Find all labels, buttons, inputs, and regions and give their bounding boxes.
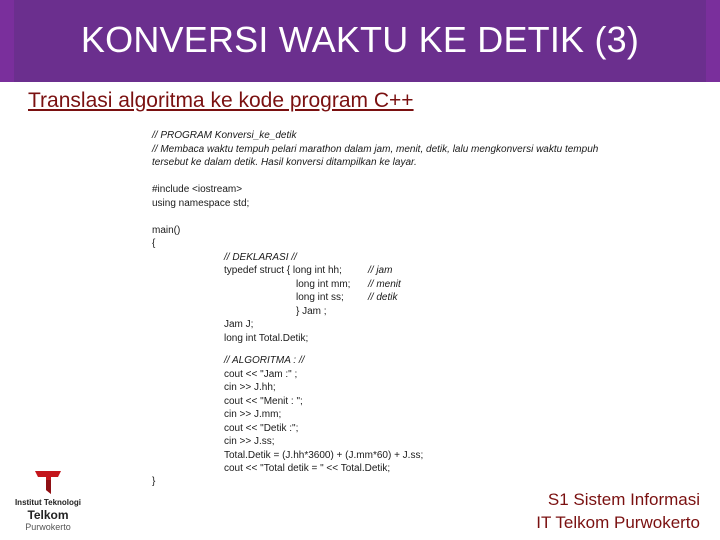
- code-close-brace: }: [152, 476, 156, 487]
- code-statement: cout << "Total detik = " << Total.Detik;: [224, 463, 391, 474]
- code-statement: cin >> J.ss;: [224, 436, 275, 447]
- section-subtitle: Translasi algoritma ke kode program C++: [28, 89, 414, 112]
- code-comment-line: // PROGRAM Konversi_ke_detik: [152, 130, 297, 141]
- code-struct-end: } Jam ;: [296, 305, 327, 317]
- code-variable-line: long int Total.Detik;: [224, 332, 309, 344]
- code-statement: cout << "Detik :";: [224, 422, 299, 434]
- code-field-line: long int mm;: [296, 278, 351, 290]
- code-statement: cin >> J.mm;: [224, 409, 282, 420]
- code-field-comment: // detik: [368, 292, 398, 303]
- logo-text-line1: Institut Teknologi: [14, 498, 82, 507]
- footer-line1: S1 Sistem Informasi: [547, 490, 700, 509]
- code-include-line: #include <iostream>: [152, 184, 243, 195]
- code-statement: cin >> J.hh;: [224, 382, 276, 393]
- footer-line2: IT Telkom Purwokerto: [536, 513, 700, 532]
- code-variable-line: Jam J;: [224, 319, 254, 330]
- code-algorithm-comment: // ALGORITMA : //: [224, 355, 305, 366]
- code-statement: cout << "Jam :" ;: [224, 368, 298, 380]
- page-title: KONVERSI WAKTU KE DETIK (3): [80, 19, 640, 60]
- code-statement: cout << "Menit : ";: [224, 395, 303, 407]
- logo-text-line2: Telkom: [27, 508, 69, 522]
- code-field-line: long int ss;: [296, 292, 344, 303]
- institution-logo: [10, 468, 86, 534]
- footer-credit: [536, 488, 700, 534]
- code-declaration-comment: // DEKLARASI //: [224, 251, 297, 263]
- code-typedef-line: typedef struct { long int hh;: [224, 265, 342, 276]
- code-open-brace: {: [152, 238, 156, 249]
- code-statement: Total.Detik = (J.hh*3600) + (J.mm*60) + J.ss;: [224, 449, 424, 461]
- code-using-line: using namespace std;: [152, 197, 250, 209]
- logo-text-line3: Purwokerto: [25, 522, 71, 532]
- code-main-line: main(): [152, 224, 181, 236]
- code-comment-line: // Membaca waktu tempuh pelari marathon dalam jam, menit, detik, lalu mengkonversi waktu tempuh: [152, 143, 599, 155]
- code-field-comment: // jam: [368, 265, 393, 276]
- telkom-logo-icon: [33, 468, 63, 496]
- title-banner: [0, 0, 720, 82]
- code-field-comment: // menit: [368, 278, 401, 290]
- code-comment-line: tersebut ke dalam detik. Hasil konversi ditampilkan ke layar.: [152, 157, 417, 168]
